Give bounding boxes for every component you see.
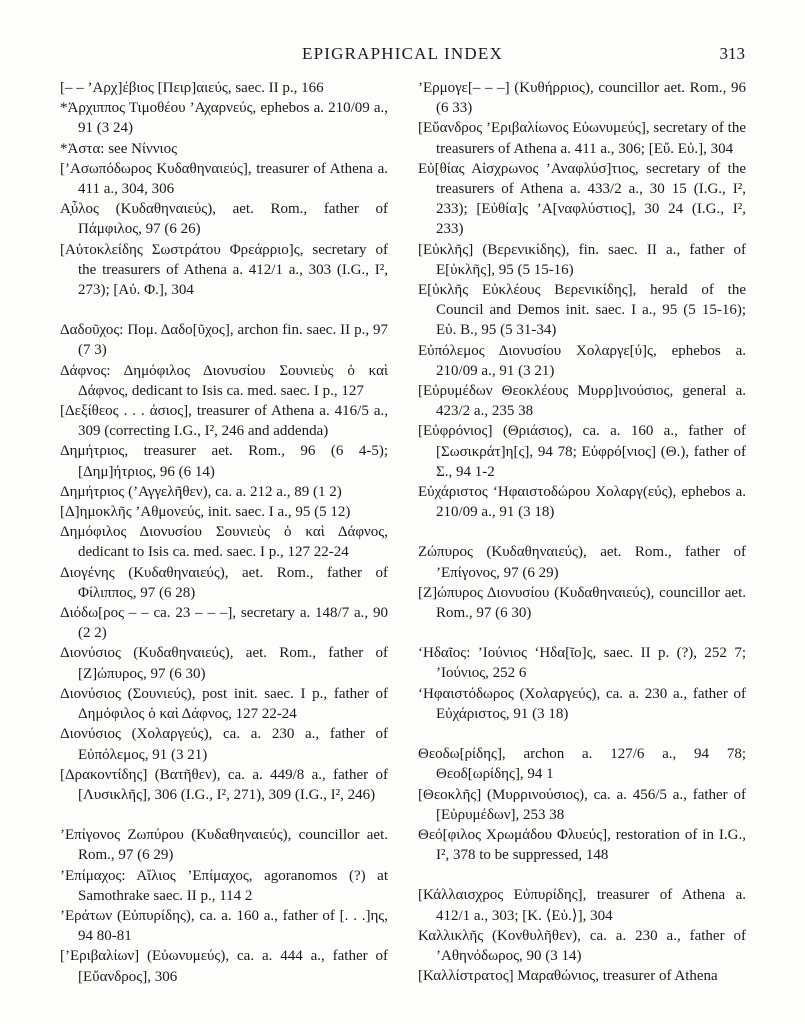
index-entry: Διονύσιος (Χολαργεύς), ca. a. 230 a., father of Εὐπόλεμος, 91 (3 21)	[60, 726, 388, 763]
index-entry: Εὐχάριστος ‘Ηφαιστοδώρου Χολαργ(εύς), ephebos a. 210/09 a., 91 (3 18)	[418, 484, 746, 521]
index-entry: ’Επίμαχος: Αἴλιος ’Επίμαχος, agoranomos (?) at Samothrake saec. II p., 114 2	[60, 867, 388, 904]
index-entry: Καλλικλῆς (Κονθυλῆθεν), ca. a. 230 a., father of ’Αθηνόδωρος, 90 (3 14)	[418, 927, 746, 964]
index-entry: Διόδω[ρος – – ca. 23 – – –], secretary a. 148/7 a., 90 (2 2)	[60, 605, 388, 642]
index-entry: Θεοδω[ρίδης], archon a. 127/6 a., 94 78; Θεοδ[ωρίδης], 94 1	[418, 746, 746, 783]
index-entry: [– – ’Αρχ]έβιος [Πειρ]αιεύς, saec. II p., 166	[60, 80, 324, 96]
index-entry: [Εὐρυμέδων Θεοκλέους Μυρρ]ινούσιος, general a. 423/2 a., 235 38	[418, 383, 746, 420]
right-column	[418, 78, 746, 986]
index-entry: Εὐπόλεμος Διονυσίου Χολαργε[ύ]ς, ephebos a. 210/09 a., 91 (3 21)	[418, 342, 746, 379]
section-gap	[60, 300, 388, 320]
index-entry: [Κάλλαισχρος Εὐπυρίδης], treasurer of Athena a. 412/1 a., 303; [Κ. ⟨Εὐ.⟩], 304	[418, 887, 746, 924]
index-entry: [Θεοκλῆς] (Μυρρινούσιος), ca. a. 456/5 a., father of [Εὐρυμέδων], 253 38	[418, 786, 746, 823]
index-entry: [Δεξίθεος . . . άσιος], treasurer of Athena a. 416/5 a., 309 (correcting I.G., I², 246 and addenda)	[60, 403, 388, 440]
index-entry: Δημόφιλος Διονυσίου Σουνιεὺς ὁ καὶ Δάφνος, dedicant to Isis ca. med. saec. I p., 127 22-24	[60, 524, 388, 561]
left-column	[60, 78, 388, 987]
index-entry: ‘Ηδαῖος: ’Ιούνιος ‘Ηδα[ῖο]ς, saec. II p. (?), 252 7; ’Ιούνιος, 252 6	[418, 645, 746, 682]
index-entry: Δημήτριος (’Αγγελῆθεν), ca. a. 212 a., 89 (1 2)	[60, 483, 342, 500]
index-entry: Α̣ὖλος (Κυδαθηναιεύς), aet. Rom., father of Πάμφιλος, 97 (6 26)	[60, 201, 388, 238]
index-entry: [Ζ]ώπυρος Διονυσίου (Κυδαθηναιεύς), councillor aet. Rom., 97 (6 30)	[418, 584, 746, 622]
section-gap	[60, 805, 388, 825]
index-entry: [’Εριβαλίων] (Εὐωνυμεύς), ca. a. 444 a., father of [Εὔανδρος], 306	[60, 948, 388, 985]
index-entry: [Δ]ημοκλῆς ’Αθμονεύς, init. saec. I a., 95 (5 12)	[60, 504, 351, 521]
index-entry: Ε[ὐκλῆς Εὐκλέους Βερενικίδης], herald of the Council and Demos init. saec. I a., 95 (5 15-16); Εὐ. Β., 95 (5 31-34)	[418, 282, 746, 339]
index-entry: Διογένης (Κυδαθηναιεύς), aet. Rom., father of Φίλιππος, 97 (6 28)	[60, 564, 388, 601]
running-title: EPIGRAPHICAL INDEX	[302, 44, 503, 63]
page-number: 313	[719, 44, 745, 63]
index-entry: [Αὐτοκλείδης Σωστράτου Φρεάρριο]ς, secretary of the treasurers of Athena a. 412/1 a., 303 (I.G., I², 273); [Αὐ. Φ.], 304	[60, 241, 388, 299]
section-gap	[418, 623, 746, 643]
index-entry: Διονύσιος (Σουνιεύς), post init. saec. I p., father of Δημόφιλος ὁ καὶ Δάφνος, 127 22-24	[60, 685, 388, 723]
index-entry: Δαδοῦχος: Πομ. Δαδο[ῦχος], archon fin. saec. II p., 97 (7 3)	[60, 322, 388, 359]
index-entry: ’Επίγονος Ζωπύρου (Κυδαθηναιεύς), councillor aet. Rom., 97 (6 29)	[60, 827, 388, 864]
index-entry: [Εὐφρόνιος] (Θριάσιος), ca. a. 160 a., father of [Σωσικράτ]η[ς], 94 78; Εὐφρό[νιος] (Θ.), father of Σ., 94 1-2	[418, 423, 746, 480]
index-entry: *Ἀστα: see Νίννιος	[60, 140, 178, 157]
index-entry: [’Ασωπόδωρος Κυδαθηναιεύς], treasurer of Athena a. 411 a., 304, 306	[60, 160, 388, 198]
index-entry: Δάφνος: Δημόφιλος Διονυσίου Σουνιεὺς ὁ καὶ Δάφνος, dedicant to Isis ca. med. saec. I p., 127	[60, 362, 388, 399]
section-gap	[418, 522, 746, 542]
index-entry: [Εὔανδρος ’Εριβαλίωνος Εὐωνυμεύς], secretary of the treasurers of Athena a. 411 a., 306; [Εὔ. Εὐ.], 304	[418, 120, 746, 157]
index-entry: [Εὐκλῆς] (Βερενικίδης), fin. saec. II a., father of Ε[ὐκλῆς], 95 (5 15-16)	[418, 241, 746, 278]
page-header	[60, 44, 745, 68]
index-entry: Ζώπυρος (Κυδαθηναιεύς), aet. Rom., father of ’Επίγονος, 97 (6 29)	[418, 544, 746, 581]
index-entry: Διονύσιος (Κυδαθηναιεύς), aet. Rom., father of [Ζ]ώπυρος, 97 (6 30)	[60, 645, 388, 682]
section-gap	[418, 724, 746, 744]
index-entry: ‘Ηφαιστόδωρος (Χολαργεύς), ca. a. 230 a., father of Εὐχάριστος, 91 (3 18)	[418, 685, 746, 722]
index-entry: Δημήτριος, treasurer aet. Rom., 96 (6 4-5); [Δημ]ήτριος, 96 (6 14)	[60, 443, 388, 480]
index-entry: [Δρακοντίδης] (Βατῆθεν), ca. a. 449/8 a., father of [Λυσικλῆς], 306 (I.G., I², 271), 309 (I.G., I², 246)	[60, 766, 388, 803]
index-entry: ’Ερμογε[– – –] (Κυθήρριος), councillor aet. Rom., 96 (6 33)	[418, 80, 746, 117]
index-entry: Εὐ[θίας Αἰσχρωνος ’Αναφλύσ]τιος, secretary of the treasurers of Athena a. 433/2 a., 30 15 (I.G., I², 233); [Εὐθία]ς ’Α[ναφλύστιος], 30 24 (I.G., I², 233)	[418, 160, 746, 238]
index-entry: [Καλλίστρατος] Μαραθώνιος, treasurer of Athena	[418, 968, 718, 985]
section-gap	[418, 865, 746, 885]
index-entry: ’Εράτων (Εὐπυρίδης), ca. a. 160 a., father of [. . .]ης, 94 80-81	[60, 907, 388, 945]
index-entry: Θεό[φιλος Χρωμάδου Φλυεύς], restoration of in I.G., I², 378 to be suppressed, 148	[418, 826, 746, 864]
index-entry: *Ἀρχιππος Τιμοθέου ’Αχαρνεύς, ephebos a. 210/09 a., 91 (3 24)	[60, 100, 388, 137]
